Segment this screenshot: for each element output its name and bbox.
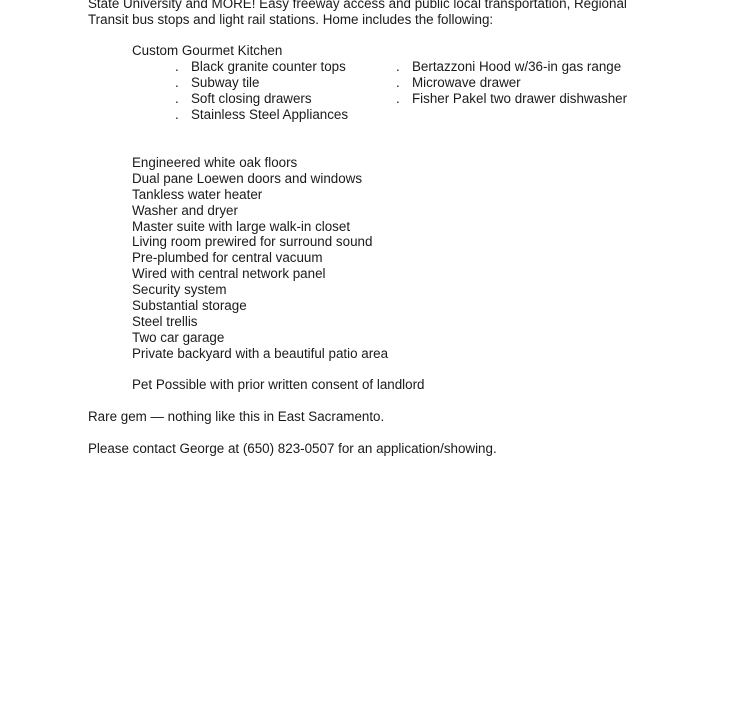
list-item	[396, 75, 627, 91]
bullet-icon: .	[175, 75, 179, 90]
features-list	[132, 155, 388, 362]
pet-policy: Pet Possible with prior written consent of landlord	[132, 377, 425, 392]
list-item	[175, 91, 348, 107]
list-item-text: Microwave drawer	[412, 75, 521, 90]
rare-gem-note: Rare gem — nothing like this in East Sacramento.	[88, 409, 385, 424]
feature-item: Pre-plumbed for central vacuum	[132, 250, 323, 266]
intro-paragraph	[88, 0, 648, 28]
feature-item: Steel trellis	[132, 313, 198, 329]
bullet-icon: .	[175, 59, 179, 74]
list-item	[396, 59, 627, 75]
bullet-icon: .	[396, 75, 400, 90]
kitchen-heading: Custom Gourmet Kitchen	[132, 43, 283, 58]
list-item	[396, 91, 627, 107]
feature-item: Engineered white oak floors	[132, 155, 298, 170]
feature-item: Dual pane Loewen doors and windows	[132, 170, 363, 186]
feature-item: Tankless water heater	[132, 186, 263, 202]
feature-item: Substantial storage	[132, 298, 247, 314]
bullet-icon: .	[175, 91, 179, 106]
list-item-text: Soft closing drawers	[191, 91, 312, 106]
intro-line-1: State University and MORE! Easy freeway access and public local transportation, Regional	[88, 0, 627, 11]
list-item-text: Stainless Steel Appliances	[191, 107, 349, 122]
list-item	[175, 59, 348, 75]
feature-item: Security system	[132, 282, 227, 298]
list-item	[175, 107, 348, 123]
bullet-icon: .	[396, 59, 400, 74]
feature-item: Living room prewired for surround sound	[132, 234, 373, 250]
intro-line-2: Transit bus stops and light rail stations. Home includes the following:	[88, 12, 494, 27]
feature-item: Washer and dryer	[132, 202, 238, 218]
contact-line: Please contact George at (650) 823-0507 for an application/showing.	[88, 441, 497, 456]
feature-item: Two car garage	[132, 329, 225, 345]
kitchen-list-left	[175, 59, 348, 123]
kitchen-list-right	[396, 59, 627, 107]
list-item	[175, 75, 348, 91]
list-item-text: Fisher Pakel two drawer dishwasher	[412, 91, 628, 106]
list-item-text: Subway tile	[191, 75, 260, 90]
feature-item: Private backyard with a beautiful patio area	[132, 345, 389, 361]
feature-item: Master suite with large walk-in closet	[132, 218, 351, 234]
bullet-icon: .	[175, 107, 179, 122]
list-item-text: Black granite counter tops	[191, 59, 346, 74]
list-item-text: Bertazzoni Hood w/36-in gas range	[412, 59, 622, 74]
feature-item: Wired with central network panel	[132, 266, 326, 282]
bullet-icon: .	[396, 91, 400, 106]
